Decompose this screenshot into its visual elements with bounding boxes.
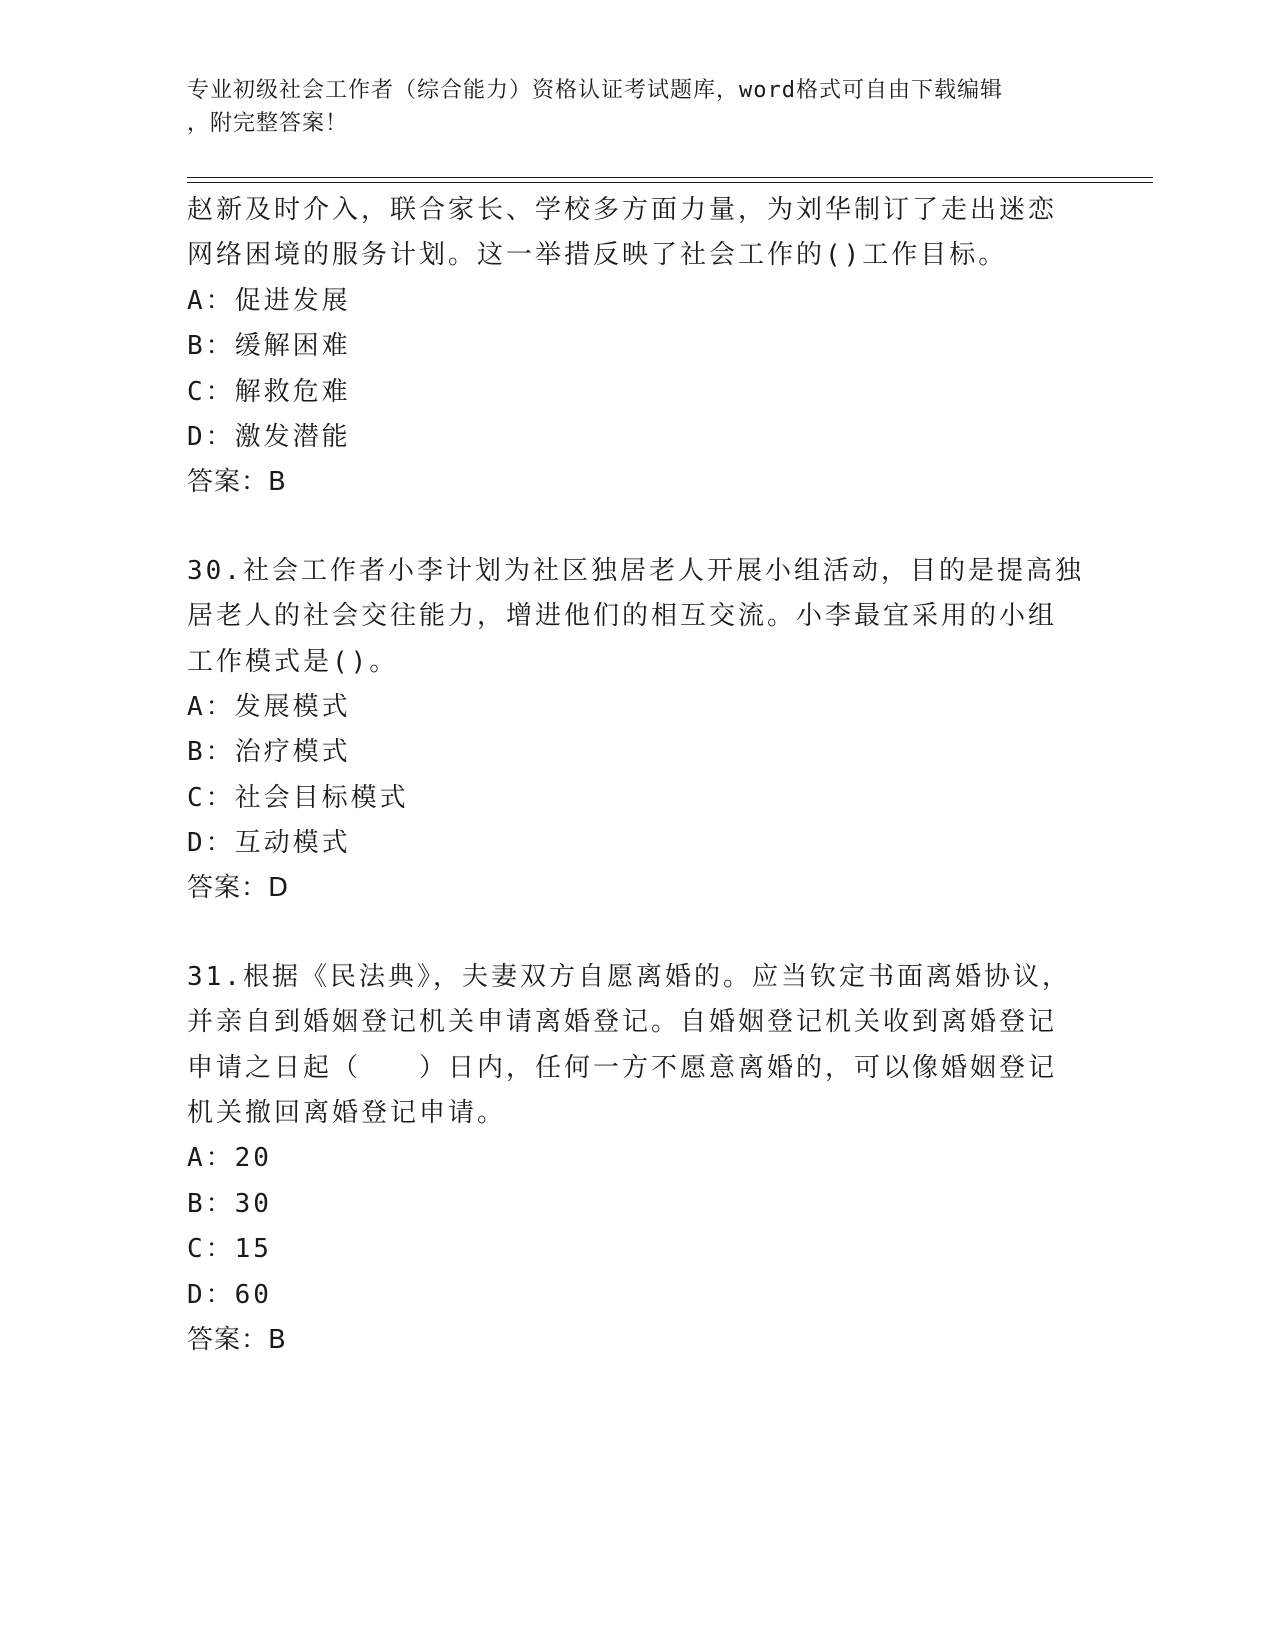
- question-stem-line: 工作模式是()。: [187, 646, 399, 677]
- question-list: [187, 188, 1084, 1363]
- option-b: B：30: [187, 1188, 272, 1219]
- question-stem-line: 赵新及时介入，联合家长、学校多方面力量，为刘华制订了走出迷恋: [187, 195, 1058, 225]
- question-stem-line: 31.根据《民法典》，夫妻双方自愿离婚的。应当钦定书面离婚协议，: [187, 961, 1071, 992]
- option-d: D：激发潜能: [187, 421, 351, 452]
- answer-line: 答案：B: [187, 467, 287, 498]
- header-title-line-2: ，附完整答案！: [187, 111, 349, 136]
- option-a: A：促进发展: [187, 285, 351, 316]
- header-title-line-1: 专业初级社会工作者（综合能力）资格认证考试题库，word格式可自由下载编辑: [187, 78, 1003, 103]
- question-31: [187, 955, 1071, 1364]
- option-d: D：互动模式: [187, 828, 351, 859]
- question-spacer: [187, 506, 1067, 549]
- question-stem-line: 并亲自到婚姻登记机关申请离婚登记。自婚姻登记机关收到离婚登记: [187, 1007, 1058, 1038]
- answer-line: 答案：D: [187, 873, 290, 904]
- answer-line: 答案：B: [187, 1324, 287, 1355]
- option-c: C：解救危难: [187, 376, 351, 407]
- option-d: D：60: [187, 1279, 272, 1310]
- option-c: C：15: [187, 1234, 272, 1265]
- question-spacer: [187, 912, 1067, 955]
- header-divider-top: [187, 177, 1153, 178]
- question-30: [187, 549, 1084, 912]
- page-header: [187, 74, 1087, 140]
- question-stem-line: 申请之日起（ ）日内，任何一方不愿意离婚的，可以像婚姻登记: [187, 1052, 1058, 1083]
- question-29: [187, 188, 1067, 506]
- option-a: A：发展模式: [187, 691, 351, 722]
- header-divider-bottom: [187, 182, 1153, 183]
- question-stem-line: 30.社会工作者小李计划为社区独居老人开展小组活动，目的是提高独: [187, 555, 1084, 586]
- question-stem-line: 机关撤回离婚登记申请。: [187, 1098, 507, 1129]
- option-a: A：20: [187, 1143, 272, 1174]
- question-stem-line: 居老人的社会交往能力，增进他们的相互交流。小李最宜采用的小组: [187, 601, 1058, 632]
- option-b: B：缓解困难: [187, 331, 351, 362]
- option-c: C：社会目标模式: [187, 782, 409, 813]
- question-stem-line: 网络困境的服务计划。这一举措反映了社会工作的()工作目标。: [187, 240, 1008, 271]
- option-b: B：治疗模式: [187, 737, 351, 768]
